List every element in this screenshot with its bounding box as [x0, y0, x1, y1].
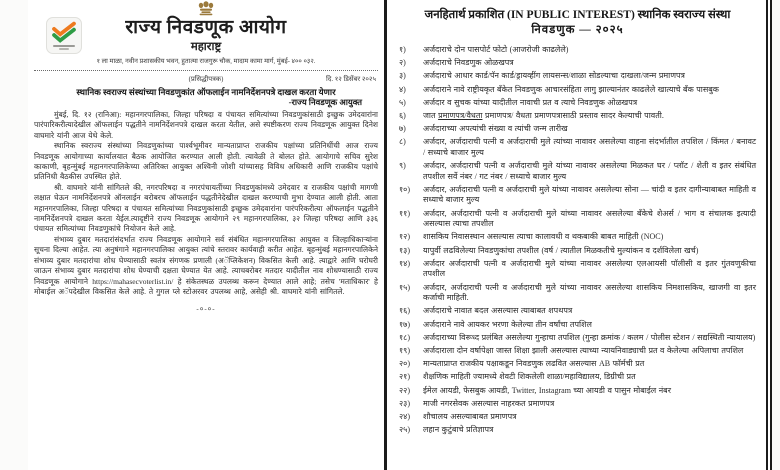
checklist-item	[397, 137, 758, 158]
checklist-item	[397, 306, 758, 317]
item-text: अर्जदाराचे निवडणुक ओळखपत्र	[423, 58, 514, 68]
end-mark: -०-०-	[196, 305, 216, 314]
checklist-item	[397, 209, 758, 230]
item-number: ४)	[399, 84, 406, 94]
item-number: १५)	[399, 282, 410, 292]
logo-caption-line	[53, 45, 75, 47]
checklist-item	[397, 359, 758, 370]
logo-caption-line	[59, 48, 69, 50]
item-text: लहान कुटुंबाचे प्रतिज्ञापत्र	[423, 425, 494, 435]
press-meta-row	[34, 74, 378, 85]
item-text: अर्जदार, अर्जदाराची पत्नी व अर्जदाराची मुले त्यांच्या नावावर असलेल्या वाहना संदर्भातील तपशिल / किंमत / बनावट / सध्याचे बाजार मुल्य	[423, 137, 756, 157]
item-number: २१)	[399, 372, 410, 382]
item-text: अर्जदाराने नावे राष्ट्रीयकृत बँकेत निवडणुक आचारसंहिता लागु झाल्यानंतर काढलेले खात्याचे बँक पासबुक	[423, 84, 719, 94]
item-number: १९)	[399, 345, 410, 355]
press-paragraph: स्थानिक स्वराज्य संस्थांच्या निवडणुकांच्या पार्श्वभूमीवर मान्यताप्राप्त राजकीय पक्षांच्या प्रतिनिधींची आज राज्य निवडणूक आयोगाच्या कार्यालयात बैठक आयोजित करण्यात आली होती. त्यावेळी ते बोलत होते. आयोगाचे सचिव सुरेश काकाणी, बृहन्मुंबई महानगरपालिकेच्या अतिरिक्त आयुक्त अश्विनी जोशी यांच्यासह विविध अधिकारी आणि राजकीय पक्षांचे प्रतिनिधी बैठकीस उपस्थित होते.	[34, 141, 378, 182]
item-text: अर्जदाराचे दोन पासपोर्ट फोटो (आजरोजी काढलेले)	[423, 45, 569, 54]
dotted-divider	[34, 70, 378, 71]
item-number: १२)	[399, 232, 410, 242]
item-number: ११)	[399, 208, 410, 218]
item-number: १)	[399, 45, 406, 54]
item-number: ५)	[399, 97, 406, 107]
checklist-item	[397, 386, 758, 397]
item-text: ईमेल आयडी, फेसबुक आयडी, Twitter, Instagram च्या आयडी व पासुन मोबाईल नंबर	[423, 385, 672, 395]
item-text: मान्यताप्राप्त राजकीय पक्षाकडून निवडणुक लढवित असल्यास AB फॉर्मची प्रत	[423, 359, 645, 369]
press-body	[34, 110, 378, 297]
checklist-title-line1: जनहितार्थ प्रकाशित (IN PUBLIC INTEREST) स्थानिक स्वराज्य संस्था	[424, 9, 731, 21]
item-text: अर्जदार, अर्जदाराची पत्नी व अर्जदाराची मुले यांच्या नावावर असलेल्या शासकिय निमशासकिय, खाजगी वा इतर कर्जाची माहिती.	[423, 282, 756, 303]
item-text: अर्जदाराला दोन वर्षापेक्षा जास्त शिक्षा झाली असल्यास त्याच्या न्यायनिवाड्याची प्रत व केलेल्या अपिलाचा तपशिल	[423, 345, 744, 355]
item-text: अर्जदाराच्या अपत्यांची संख्या व त्यांची जन्म तारीख	[423, 124, 568, 134]
checklist-item	[397, 232, 758, 243]
item-number: ६)	[399, 110, 406, 120]
item-text: जात प्रमाणपत्र/वैधता प्रमाणपत्र/ वैधता प्रमाणपत्रासाठी प्रस्ताव सादर केल्याची पावती.	[423, 110, 664, 120]
checklist-title-line2: निवडणुक — २०२५	[531, 24, 624, 36]
checklist-item	[397, 399, 758, 410]
checklist-title	[397, 8, 758, 38]
press-release-header	[34, 0, 378, 71]
press-paragraph: मुंबई, दि. १२ (रानिआ): महानगरपालिका, जिल्हा परिषदा व पंचायत समित्यांच्या निवडणुकांसाठी इच्छुक उमेदवारांना पारंपारिकरीत्यादेखील ऑफलाईन पद्धतीने नामनिर्देशनपत्रे दाखल करता येतील, असे स्पष्टीकरण राज्य निवडणूक आयुक्त दिनेश वाघमारे यांनी आज येथे केले.	[34, 110, 378, 140]
press-headline: स्थानिक स्वराज्य संस्थांच्या निवडणुकांत ऑफलाईन नामनिर्देशनपत्रे दाखल करता येणार	[76, 87, 336, 97]
org-name: राज्य निवडणूक आयोग	[125, 17, 287, 38]
election-commission-logo	[46, 17, 82, 54]
doc-date: दि. १२ डिसेंबर २०२५	[325, 76, 376, 83]
checklist-item	[397, 98, 758, 109]
item-number: १७)	[399, 319, 410, 329]
checklist-item	[397, 320, 758, 331]
item-text: शैक्षणिक माहिती ज्यामध्ये शेवटी शिकलेली शाळा/महाविद्यालय, डिग्रीची प्रत	[423, 372, 636, 382]
item-number: २४)	[399, 411, 410, 421]
item-text: शासकिय निवासस्थान असल्यास त्याचा कालावधी व थकबाकी बाबत माहिती (NOC)	[423, 232, 664, 242]
item-text: अर्जदाराच्या विरूध्द प्रलंबित असलेल्या गुन्हाचा तपशिल (गुन्हा क्रमांक / कलम / पोलीस स्टेशन / सद्यस्थिती न्यायालय)	[423, 332, 756, 342]
checklist-item	[397, 246, 758, 257]
item-number: २३)	[399, 398, 410, 408]
checklist-item	[397, 412, 758, 423]
item-number: १४)	[399, 258, 410, 268]
item-text: अर्जदाराचे आधार कार्ड/पॅन कार्ड/ड्रायव्हींग लायसन्स/शाळा सोडल्याचा दाखला/जन्म प्रमाणपत्र	[423, 71, 685, 81]
checklist-item	[397, 85, 758, 96]
item-number: ३)	[399, 71, 406, 81]
checklist-item	[397, 425, 758, 436]
item-text: अर्जदार, अर्जदाराची पत्नी व अर्जदाराची मुले यांच्या नावावर असलेल्या बँकेचे शेअर्स / भाग व संचालक इत्यादी असल्यास त्याचा तपशील	[423, 208, 756, 229]
checklist-item	[397, 58, 758, 69]
press-paragraph: संभाव्य दुबार मतदारांसंदर्भात राज्य निवडणूक आयोगाने सर्व संबंधित महानगरपालिका आयुक्त व जिल्हाधिकाऱ्यांना सूचना दिल्या आहेत. त्या अनुषंगाने महानगरपालिका आयुक्त त्यांचे स्तरावर कार्यवाही करीत आहेत. बृहन्मुंबई महानगरपालिकेने संभाव्य दुबार मतदारांचा शोध घेण्यासाठी स्वतंत्र संगणक प्रणाली (अॅप्लिकेशन) विकसित केली आहे. त्याद्वारे आणि घरोघरी जाऊन संभाव्य दुबार मतदारांचा शोध घेण्याची दक्षता घेण्यात येत आहे. त्याचबरोबर मतदार यादीतील नाव शोधण्यासाठी राज्य निवडणूक आयोगाने https://mahasecvoterlist.in/ हे संकेतस्थळ उपलब्ध करून देण्यात आले आहे; तसेच 'मताधिकार' हे मोबाईल अॅपदेखील विकसित केले आहे. ते गुगल प्ले स्टोअरवर उपलब्ध आहे, असेही श्री. वाघमारे यांनी सांगितले.	[34, 234, 378, 296]
doc-type-label: (प्रसिद्धीपत्रक)	[188, 76, 224, 83]
checklist-item	[397, 161, 758, 182]
item-text: अर्जदार, अर्जदाराची पत्नी व अर्जदाराची मुले यांच्या नावावर असलेल्या सोना — चांदी व इतर दागीन्याबाबत माहिती व सध्याचे बाजार मुल्य	[423, 184, 756, 205]
checklist-item	[397, 372, 758, 383]
press-paragraph: श्री. वाघमारे यांनी सांगितले की, नगरपरिषदा व नगरपंचायतींच्या निवडणुकांमध्ये उमेदवार व राजकीय पक्षांची मागणी लक्षात घेऊन नामनिर्देशनपत्रे ऑनलाईन बरोबरच ऑफलाईन पद्धतीनेदेखील दाखल करण्याची मुभा देण्यात आली होती. आता महानगरपालिका, जिल्हा परिषदा व पंचायत समित्यांच्या निवडणुकांसाठी इच्छुक उमेदवारांना पारंपरिकरीत्या ऑफलाईन पद्धतीने नामनिर्देशनपत्रे दाखल करता येईल.त्यादृष्टीने राज्य निवडणूक आयोगाने २९ महानगरपालिका, ३२ जिल्हा परिषदा आणि ३३६ पंचायत समित्यांच्या निवडणुकांचे नियोजन केले आहे.	[34, 182, 378, 234]
item-number: २५)	[399, 425, 410, 435]
checklist-item	[397, 71, 758, 82]
item-text: माजी नगरसेवक असल्यास नाहरकत प्रमाणपत्र	[423, 398, 555, 408]
item-number: १०)	[399, 184, 410, 194]
checklist-item	[397, 346, 758, 357]
item-text: शौचालय असल्याबाबत प्रमाणपत्र	[423, 411, 517, 421]
double-check-logo-icon	[51, 21, 77, 43]
checklist-item	[397, 185, 758, 206]
item-number: ८)	[399, 137, 406, 147]
checklist-items	[397, 45, 758, 436]
org-state: महाराष्ट्र	[190, 41, 222, 53]
item-text: अर्जदार अर्जदाराची पत्नी व अर्जदाराची मुले यांच्या नावावर असलेल्या एलआयसी पॉलीसी व इतर गुंतवणुकीचा तपशील	[423, 258, 756, 279]
press-release-page	[28, 0, 384, 470]
checklist-item	[397, 259, 758, 280]
item-number: २०)	[399, 359, 410, 369]
item-text: यापुर्वी लढविलेल्या निवडणुकांचा तपशील (वर्ष / त्यातील मिळकतीचे मुल्यांकन व दर्शविलेला खर्च)	[423, 245, 699, 255]
checklist-page	[384, 0, 772, 470]
item-text: अर्जदाराचे नावात बदल असल्यास त्याबाबत शपथपत्र	[423, 306, 573, 316]
checklist-item	[397, 124, 758, 135]
item-number: ७)	[399, 124, 406, 134]
item-number: १८)	[399, 332, 410, 342]
item-number: १६)	[399, 306, 410, 316]
checklist-item	[397, 45, 758, 56]
item-text: अर्जदाराने नावे आयकर भरणा केलेल्या तीन वर्षांचा तपशिल	[423, 319, 592, 329]
org-address: १ ला माळा, नवीन प्रशासकीय भवन, हुतात्मा राजगुरू चौक, मादाम कामा मार्ग, मुंबई- ४०० ०३२.	[96, 58, 316, 65]
checklist-item	[397, 111, 758, 122]
press-byline: -राज्य निवडणूक आयुक्त	[288, 98, 362, 107]
item-number: ९)	[399, 161, 406, 171]
ashoka-emblem-icon	[34, 1, 378, 17]
item-text: अर्जदार व सुचक यांच्या यादीतील नावाची प्रत व त्याचे निवडणुक ओळखपत्र	[423, 97, 638, 107]
checklist-item	[397, 333, 758, 344]
item-number: २२)	[399, 385, 410, 395]
item-number: १३)	[399, 245, 410, 255]
item-text: अर्जदार, अर्जदाराची पत्नी व अर्जदाराची मुले यांच्या नावावर असलेल्या मिळकत घर / प्लॉट / शेती व इतर संबंधित तपशील सर्वे नंबर / गट नंबर / सध्याचे बाजार मुल्य	[423, 161, 756, 181]
checklist-item	[397, 283, 758, 304]
item-number: २)	[399, 58, 406, 68]
